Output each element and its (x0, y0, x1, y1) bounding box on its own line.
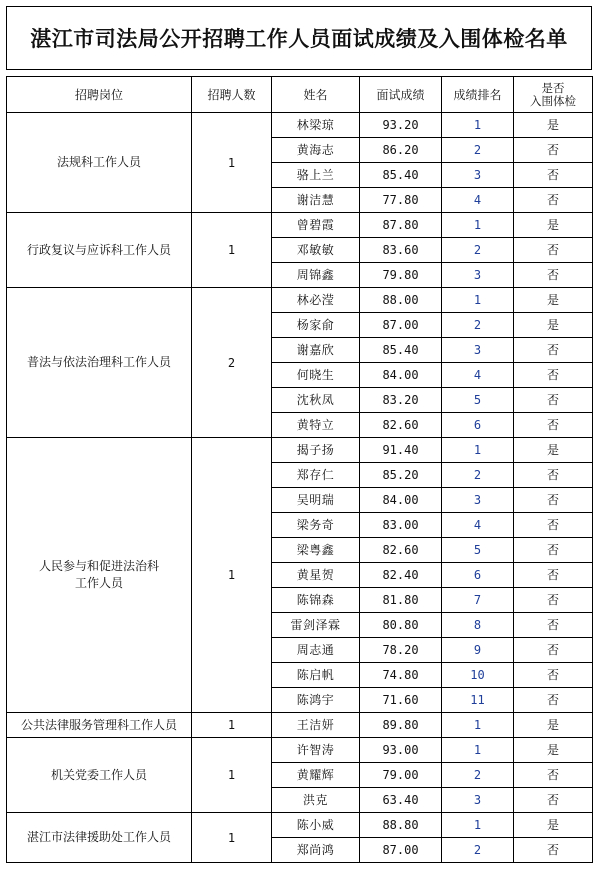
rank-cell: 3 (442, 263, 514, 288)
score-cell: 85.20 (360, 463, 442, 488)
table-header (7, 77, 593, 113)
physical-cell: 否 (514, 688, 593, 713)
name-cell: 王洁妍 (272, 713, 360, 738)
physical-cell: 是 (514, 438, 593, 463)
name-cell: 雷剑泽霖 (272, 613, 360, 638)
score-cell: 82.60 (360, 538, 442, 563)
rank-cell: 4 (442, 513, 514, 538)
score-cell: 85.40 (360, 163, 442, 188)
rank-cell: 4 (442, 363, 514, 388)
rank-cell: 2 (442, 313, 514, 338)
physical-cell: 否 (514, 163, 593, 188)
name-cell: 郑尚鸿 (272, 838, 360, 863)
physical-cell: 否 (514, 338, 593, 363)
physical-cell: 是 (514, 713, 593, 738)
name-cell: 陈小威 (272, 813, 360, 838)
score-cell: 88.00 (360, 288, 442, 313)
post-cell (7, 738, 192, 813)
rank-cell: 2 (442, 138, 514, 163)
post-cell (7, 213, 192, 288)
quota-cell: 1 (192, 438, 272, 713)
physical-cell: 否 (514, 838, 593, 863)
rank-cell: 1 (442, 113, 514, 138)
rank-cell: 7 (442, 588, 514, 613)
rank-cell: 3 (442, 163, 514, 188)
post-cell (7, 113, 192, 213)
post-label: 法规科工作人员 (56, 155, 141, 169)
name-cell: 黄星贺 (272, 563, 360, 588)
rank-cell: 9 (442, 638, 514, 663)
quota-cell: 2 (192, 288, 272, 438)
physical-cell: 是 (514, 113, 593, 138)
name-cell: 陈鸿宇 (272, 688, 360, 713)
name-cell: 骆上兰 (272, 163, 360, 188)
quota-cell: 1 (192, 813, 272, 863)
score-cell: 82.60 (360, 413, 442, 438)
physical-cell: 是 (514, 738, 593, 763)
rank-cell: 8 (442, 613, 514, 638)
physical-cell: 否 (514, 263, 593, 288)
post-cell (7, 813, 192, 863)
name-cell: 黄特立 (272, 413, 360, 438)
physical-cell: 否 (514, 638, 593, 663)
header-rank: 成绩排名 (442, 77, 514, 113)
name-cell: 周志通 (272, 638, 360, 663)
score-cell: 89.80 (360, 713, 442, 738)
header-physical-line1: 是否 (541, 80, 565, 95)
rank-cell: 5 (442, 538, 514, 563)
score-cell: 87.80 (360, 213, 442, 238)
score-cell: 86.20 (360, 138, 442, 163)
rank-cell: 3 (442, 338, 514, 363)
name-cell: 邓敏敏 (272, 238, 360, 263)
name-cell: 吴明瑞 (272, 488, 360, 513)
header-score: 面试成绩 (360, 77, 442, 113)
physical-cell: 否 (514, 513, 593, 538)
quota-cell: 1 (192, 113, 272, 213)
header-row (7, 77, 593, 113)
physical-cell: 否 (514, 388, 593, 413)
physical-cell: 否 (514, 538, 593, 563)
rank-cell: 2 (442, 763, 514, 788)
quota-cell: 1 (192, 213, 272, 288)
rank-cell: 2 (442, 463, 514, 488)
score-cell: 88.80 (360, 813, 442, 838)
score-cell: 85.40 (360, 338, 442, 363)
table-row (7, 113, 593, 138)
name-cell: 陈启帆 (272, 663, 360, 688)
score-cell: 84.00 (360, 363, 442, 388)
score-cell: 93.20 (360, 113, 442, 138)
physical-cell: 否 (514, 788, 593, 813)
header-physical-line2: 入围体检 (530, 93, 576, 108)
physical-cell: 否 (514, 663, 593, 688)
physical-cell: 否 (514, 763, 593, 788)
rank-cell: 3 (442, 788, 514, 813)
header-name: 姓名 (272, 77, 360, 113)
score-cell: 84.00 (360, 488, 442, 513)
name-cell: 曾碧霞 (272, 213, 360, 238)
name-cell: 陈锦森 (272, 588, 360, 613)
quota-cell: 1 (192, 713, 272, 738)
results-table (6, 76, 593, 863)
table-row (7, 288, 593, 313)
name-cell: 洪克 (272, 788, 360, 813)
rank-cell: 1 (442, 213, 514, 238)
rank-cell: 6 (442, 563, 514, 588)
score-cell: 83.60 (360, 238, 442, 263)
score-cell: 63.40 (360, 788, 442, 813)
post-cell (7, 438, 192, 713)
rank-cell: 1 (442, 813, 514, 838)
physical-cell: 否 (514, 488, 593, 513)
name-cell: 杨家俞 (272, 313, 360, 338)
post-label: 工作人员 (74, 576, 123, 590)
physical-cell: 否 (514, 363, 593, 388)
score-cell: 83.00 (360, 513, 442, 538)
rank-cell: 11 (442, 688, 514, 713)
post-label: 公共法律服务管理科工作人员 (20, 717, 177, 732)
name-cell: 谢嘉欣 (272, 338, 360, 363)
physical-cell: 否 (514, 613, 593, 638)
score-cell: 91.40 (360, 438, 442, 463)
rank-cell: 2 (442, 238, 514, 263)
table-row (7, 738, 593, 763)
physical-cell: 否 (514, 413, 593, 438)
header-post: 招聘岗位 (7, 77, 192, 113)
name-cell: 林必滢 (272, 288, 360, 313)
table-body (7, 113, 593, 863)
physical-cell: 否 (514, 588, 593, 613)
score-cell: 81.80 (360, 588, 442, 613)
name-cell: 周锦鑫 (272, 263, 360, 288)
rank-cell: 4 (442, 188, 514, 213)
score-cell: 79.80 (360, 263, 442, 288)
name-cell: 谢洁慧 (272, 188, 360, 213)
quota-cell: 1 (192, 738, 272, 813)
physical-cell: 是 (514, 213, 593, 238)
header-quota: 招聘人数 (192, 77, 272, 113)
score-cell: 77.80 (360, 188, 442, 213)
score-cell: 82.40 (360, 563, 442, 588)
name-cell: 黄耀辉 (272, 763, 360, 788)
rank-cell: 1 (442, 713, 514, 738)
document-title: 湛江市司法局公开招聘工作人员面试成绩及入围体检名单 (6, 6, 592, 70)
table-row (7, 713, 593, 738)
rank-cell: 1 (442, 738, 514, 763)
rank-cell: 3 (442, 488, 514, 513)
name-cell: 郑存仁 (272, 463, 360, 488)
post-label: 普法与依法治理科工作人员 (26, 355, 171, 369)
score-cell: 87.00 (360, 838, 442, 863)
header-physical (514, 77, 593, 113)
rank-cell: 1 (442, 288, 514, 313)
post-label: 行政复议与应诉科工作人员 (26, 242, 171, 257)
score-cell: 78.20 (360, 638, 442, 663)
post-label: 机关党委工作人员 (50, 767, 147, 782)
post-cell (7, 288, 192, 438)
score-cell: 93.00 (360, 738, 442, 763)
name-cell: 黄海志 (272, 138, 360, 163)
name-cell: 许智涛 (272, 738, 360, 763)
rank-cell: 10 (442, 663, 514, 688)
score-cell: 74.80 (360, 663, 442, 688)
name-cell: 林梁琼 (272, 113, 360, 138)
table-row (7, 813, 593, 838)
table-row (7, 438, 593, 463)
physical-cell: 否 (514, 463, 593, 488)
post-cell (7, 713, 192, 738)
name-cell: 梁务奇 (272, 513, 360, 538)
post-label: 湛江市法律援助处工作人员 (26, 830, 171, 844)
score-cell: 79.00 (360, 763, 442, 788)
physical-cell: 是 (514, 813, 593, 838)
rank-cell: 6 (442, 413, 514, 438)
name-cell: 沈秋凤 (272, 388, 360, 413)
physical-cell: 否 (514, 138, 593, 163)
score-cell: 80.80 (360, 613, 442, 638)
rank-cell: 5 (442, 388, 514, 413)
rank-cell: 1 (442, 438, 514, 463)
physical-cell: 否 (514, 238, 593, 263)
score-cell: 71.60 (360, 688, 442, 713)
score-cell: 87.00 (360, 313, 442, 338)
physical-cell: 否 (514, 563, 593, 588)
physical-cell: 是 (514, 288, 593, 313)
name-cell: 梁粤鑫 (272, 538, 360, 563)
table-row (7, 213, 593, 238)
post-label: 人民参与和促进法治科 (38, 559, 159, 573)
physical-cell: 否 (514, 188, 593, 213)
name-cell: 何晓生 (272, 363, 360, 388)
name-cell: 揭子扬 (272, 438, 360, 463)
physical-cell: 是 (514, 313, 593, 338)
score-cell: 83.20 (360, 388, 442, 413)
rank-cell: 2 (442, 838, 514, 863)
